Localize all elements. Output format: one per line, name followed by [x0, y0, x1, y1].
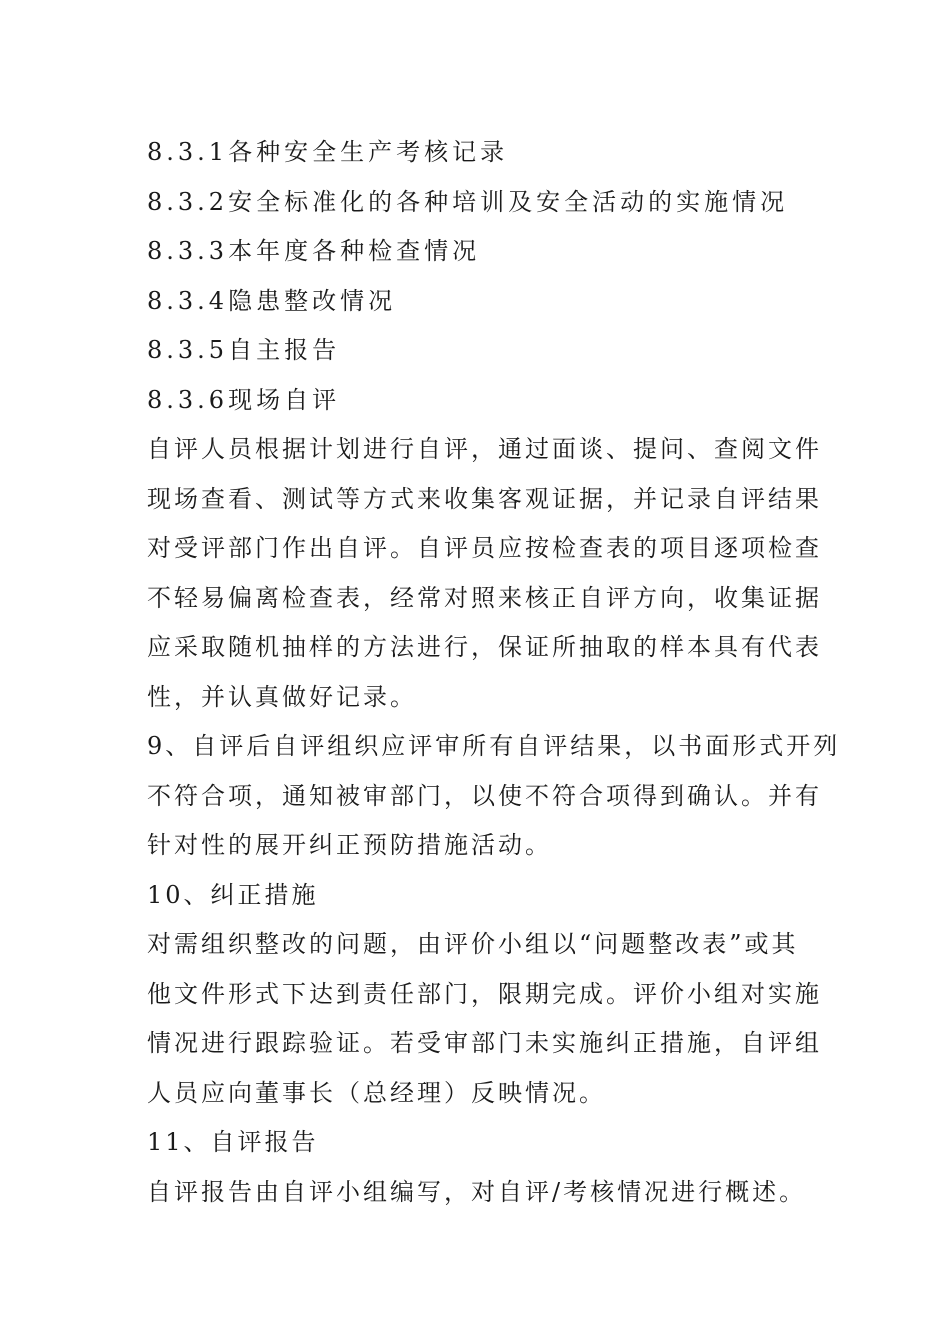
paragraph-line: 人员应向董事长（总经理）反映情况。	[147, 1078, 606, 1107]
item-8-3-3: 8.3.3本年度各种检查情况	[147, 237, 481, 265]
paragraph-line: 对受评部门作出自评。自评员应按检查表的项目逐项检查	[147, 534, 822, 562]
paragraph-line: 针对性的展开纠正预防措施活动。	[147, 831, 552, 859]
section-11-heading: 11、自评报告	[147, 1128, 319, 1156]
item-8-3-6: 8.3.6现场自评	[147, 385, 341, 414]
paragraph-line: 性，并认真做好记录。	[147, 682, 417, 711]
paragraph-line: 情况进行跟踪验证。若受审部门未实施纠正措施，自评组	[147, 1029, 822, 1057]
item-8-3-5: 8.3.5自主报告	[147, 336, 341, 364]
section-9-line: 9、自评后自评组织应评审所有自评结果，以书面形式开列	[147, 732, 841, 760]
paragraph-line: 现场查看、测试等方式来收集客观证据，并记录自评结果	[147, 484, 822, 513]
item-8-3-4: 8.3.4隐患整改情况	[147, 286, 397, 315]
paragraph-line: 不轻易偏离检查表，经常对照来核正自评方向，收集证据	[147, 583, 822, 612]
paragraph-line: 应采取随机抽样的方法进行，保证所抽取的样本具有代表	[147, 633, 822, 661]
paragraph-line: 不符合项，通知被审部门，以使不符合项得到确认。并有	[147, 781, 822, 810]
paragraph-line: 对需组织整改的问题，由评价小组以“问题整改表”或其	[147, 930, 799, 958]
paragraph-line: 他文件形式下达到责任部门，限期完成。评价小组对实施	[147, 979, 822, 1008]
item-8-3-2: 8.3.2安全标准化的各种培训及安全活动的实施情况	[147, 187, 789, 216]
paragraph-line: 自评报告由自评小组编写，对自评/考核情况进行概述。	[147, 1177, 807, 1206]
document-body	[147, 128, 841, 1217]
section-10-heading: 10、纠正措施	[147, 880, 319, 909]
item-8-3-1: 8.3.1各种安全生产考核记录	[147, 138, 509, 166]
paragraph-line: 自评人员根据计划进行自评，通过面谈、提问、查阅文件	[147, 435, 822, 463]
